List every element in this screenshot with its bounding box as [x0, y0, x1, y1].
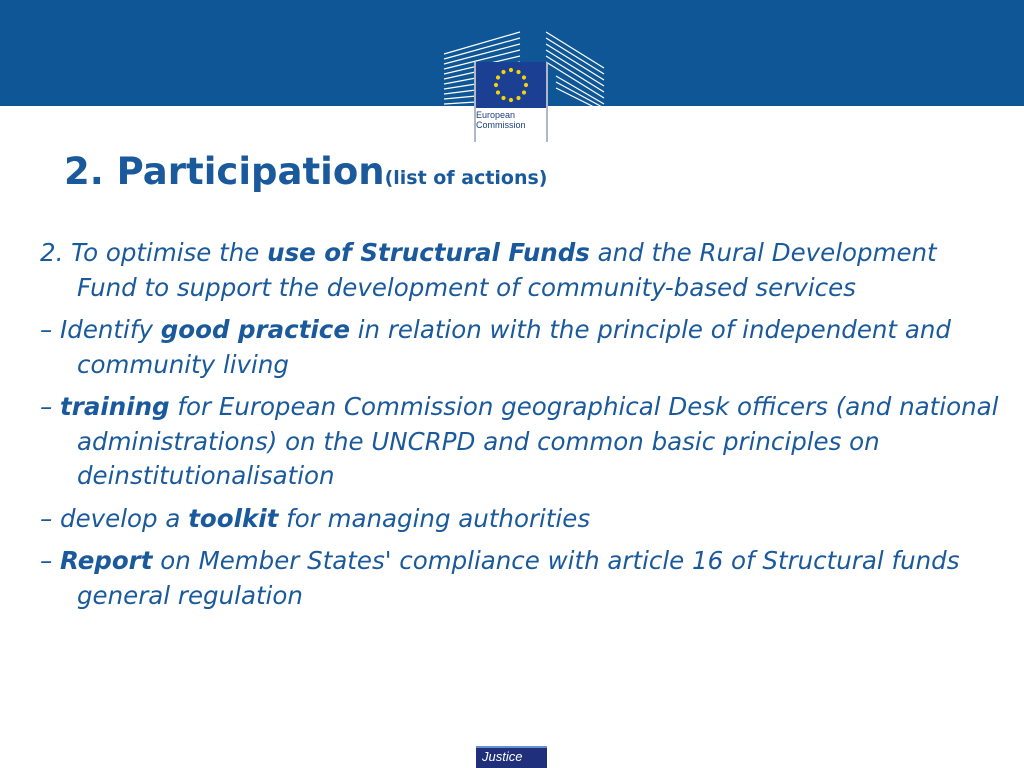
item-lead: 2. To optimise the: [40, 238, 268, 267]
list-item: [40, 313, 1000, 382]
item-text: in relation with the principle of independent and community living: [77, 315, 951, 379]
item-lead: – Identify: [40, 315, 161, 344]
item-text: and the Rural Development Fund to support the development of community-based services: [77, 238, 937, 302]
list-item: [40, 236, 1000, 305]
list-item: [40, 390, 1000, 494]
item-text: for European Commission geographical Desk officers (and national administrations) on the UNCRPD and common basic principles on deinstitutionalisation: [77, 392, 999, 490]
item-highlight: training: [60, 392, 170, 421]
slide-title: [64, 150, 548, 193]
item-lead: – develop a: [40, 503, 189, 533]
item-lead: –: [40, 392, 61, 421]
justice-badge: Justice: [476, 746, 547, 768]
item-lead: –: [40, 546, 61, 575]
item-highlight: Report: [60, 546, 153, 575]
title-sub: (list of actions): [384, 167, 548, 189]
european-commission-logo: [442, 28, 606, 146]
item-highlight: toolkit: [188, 503, 279, 533]
item-highlight: use of Structural Funds: [267, 238, 590, 267]
item-text: on Member States' compliance with article 16 of Structural funds general regulation: [77, 546, 960, 610]
title-main: 2. Participation: [64, 150, 385, 193]
logo-label: [476, 110, 546, 130]
item-highlight: good practice: [160, 315, 350, 344]
list-item: [40, 544, 1000, 613]
item-text: for managing authorities: [278, 503, 591, 533]
logo-label-line2: Commission: [476, 120, 526, 130]
list-item: [40, 502, 1000, 537]
logo-label-line1: European: [476, 110, 516, 120]
action-list: [40, 236, 1000, 621]
